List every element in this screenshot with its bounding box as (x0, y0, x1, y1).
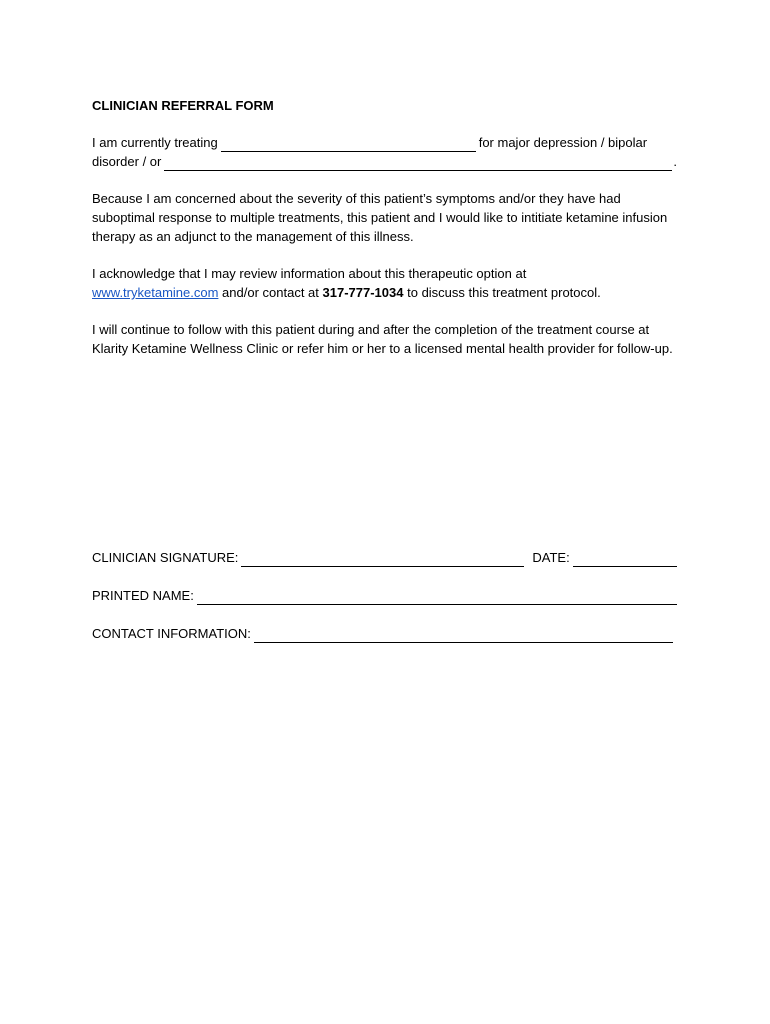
followup-paragraph: I will continue to follow with this patient during and after the completion of the treatment course at Klarity Ketamine Wellness Clinic or refer him or her to a licensed mental health provider for follow-up. (92, 322, 673, 356)
condition-line-prefix: disorder / or (92, 154, 162, 169)
website-link[interactable]: www.tryketamine.com (92, 285, 219, 300)
acknowledgement-prefix: I acknowledge that I may review information about this therapeutic option at (92, 266, 527, 281)
acknowledgement-paragraph (92, 264, 677, 302)
printed-name-label: PRINTED NAME: (92, 588, 194, 603)
signature-label: CLINICIAN SIGNATURE: (92, 550, 239, 565)
date-label: DATE: (532, 550, 570, 565)
signature-block (92, 548, 677, 662)
patient-statement (92, 133, 677, 171)
concern-paragraph: Because I am concerned about the severity of this patient’s symptoms and/or they have had suboptimal response to multiple treatments, this patient and I would like to intitiate ketamine infusion therapy as an adjunct to the management of this illness. (92, 191, 668, 244)
date-field[interactable] (573, 552, 677, 567)
patient-line-prefix: I am currently treating (92, 135, 218, 150)
acknowledgement-suffix: to discuss this treatment protocol. (407, 285, 601, 300)
contact-row (92, 624, 677, 643)
phone-number: 317-777-1034 (322, 285, 404, 300)
referral-form-body (92, 96, 677, 376)
acknowledgement-mid: and/or contact at (222, 285, 319, 300)
signature-row (92, 548, 677, 567)
patient-line (92, 133, 677, 152)
signature-field[interactable] (241, 552, 524, 567)
contact-information-field[interactable] (254, 628, 673, 643)
condition-line (92, 152, 677, 171)
form-title: CLINICIAN REFERRAL FORM (92, 98, 274, 113)
condition-line-suffix: . (673, 154, 677, 169)
printed-name-row (92, 586, 677, 605)
patient-line-suffix: for major depression / bipolar (478, 135, 648, 150)
patient-name-field[interactable] (221, 137, 476, 152)
other-condition-field[interactable] (164, 156, 672, 171)
contact-label: CONTACT INFORMATION: (92, 626, 251, 641)
printed-name-field[interactable] (197, 590, 677, 605)
